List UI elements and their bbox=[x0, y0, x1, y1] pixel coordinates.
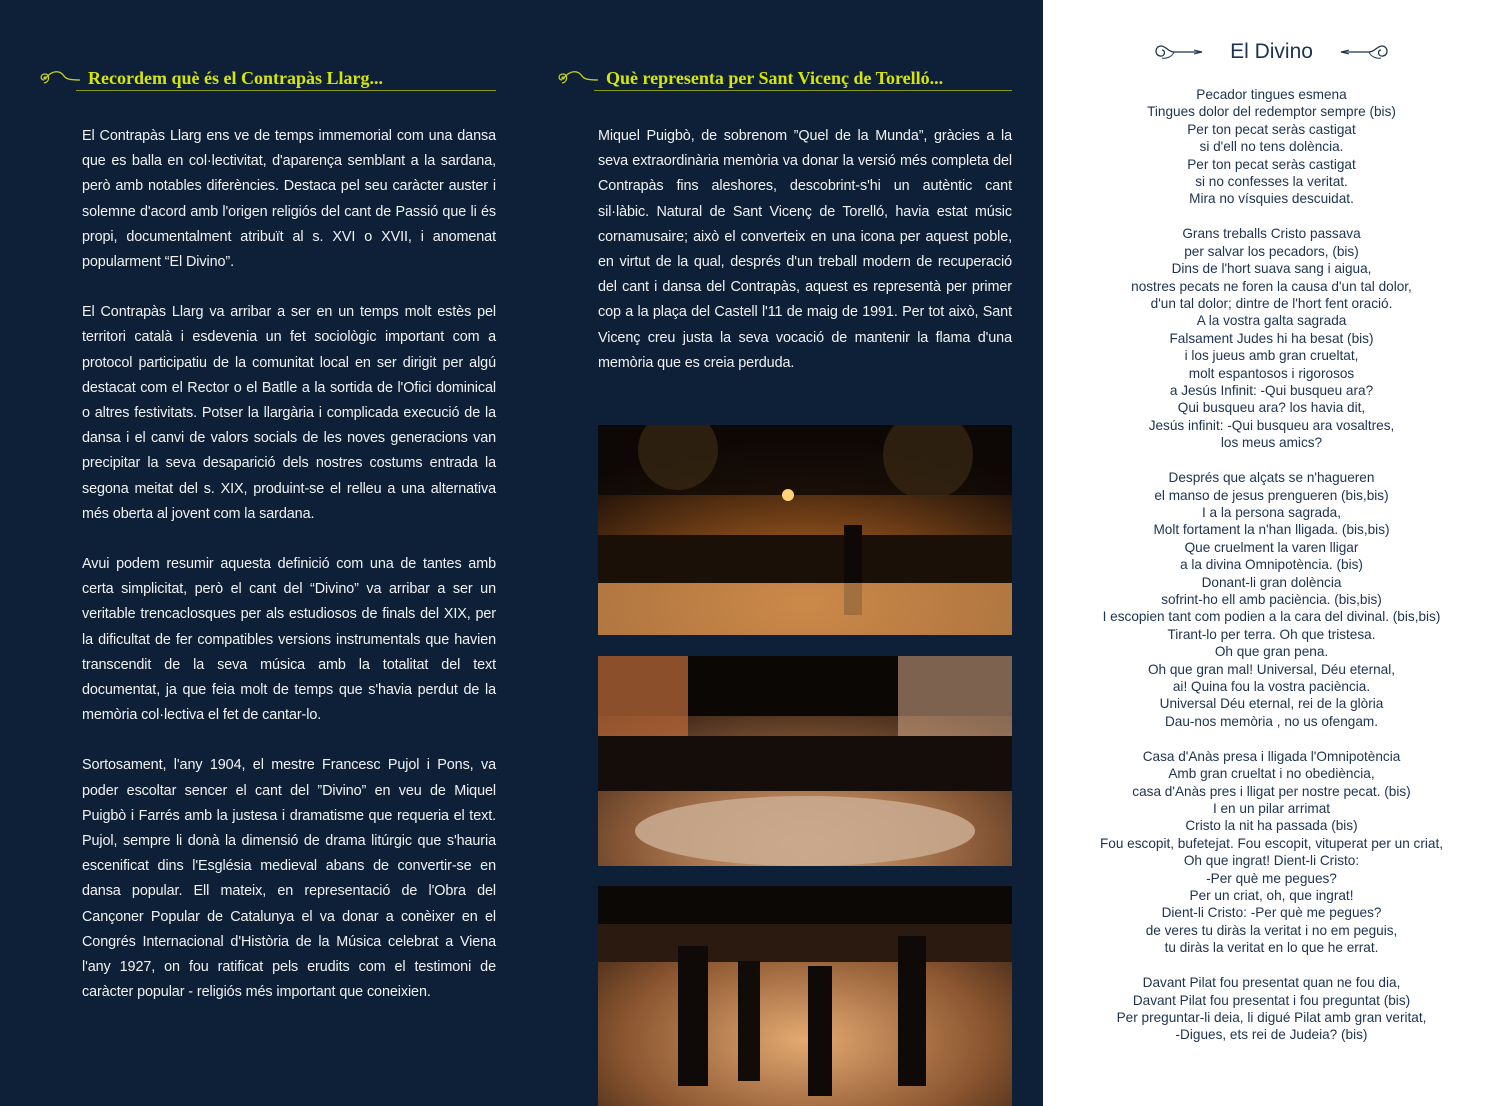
poem-line: Per preguntar-li deia, li digué Pilat amb gran veritat, bbox=[1116, 1009, 1427, 1025]
poem-line: Falsament Judes hi ha besat (bis) bbox=[1169, 330, 1374, 346]
poem-line: si no confesses la veritat. bbox=[1195, 174, 1348, 190]
poem-line: sofrint-ho ell amb paciència. (bis,bis) bbox=[1161, 591, 1382, 607]
poem-line: -Digues, ets rei de Judeia? (bis) bbox=[1175, 1027, 1368, 1043]
poem-line: Dau-nos memòria , no us ofengam. bbox=[1164, 713, 1379, 729]
poem-line: d'un tal dolor; dintre de l'hort fent oració. bbox=[1150, 295, 1393, 311]
poem-text bbox=[1043, 86, 1500, 1061]
poem-stanza bbox=[1043, 86, 1500, 208]
column2-title: Què representa per Sant Vicenç de Torelló... bbox=[606, 68, 944, 88]
poem-line: I escopien tant com podien a la cara del divinal. (bis,bis) bbox=[1102, 609, 1441, 625]
poem-stanza bbox=[1043, 469, 1500, 730]
heading-rule bbox=[76, 90, 496, 91]
poem-line: Per un criat, oh, que ingrat! bbox=[1189, 887, 1354, 903]
poem-line: I en un pilar arrimat bbox=[1212, 800, 1331, 816]
poem-heading bbox=[1043, 40, 1500, 64]
poem-stanza bbox=[1043, 748, 1500, 957]
poem-line: -Per què me pegues? bbox=[1206, 870, 1337, 886]
poem-line: Jesús infinit: -Qui busqueu ara vosaltres, bbox=[1148, 417, 1395, 433]
poem-line: tu diràs la veritat en lo que he errat. bbox=[1164, 940, 1379, 956]
poem-line: Tingues dolor del redemptor sempre (bis) bbox=[1147, 104, 1396, 120]
poem-line: los meus amics? bbox=[1220, 435, 1323, 451]
paragraph: Sortosament, l'any 1904, el mestre Francesc Pujol i Pons, va poder escoltar sencer el cant del ”Divino” en veu de Miquel Puigbò i Farrés amb la justesa i dramatisme que requeria el text. Pujol, sempre li donà la dimensió de drama litúrgic que s'hauria escenificat dins l'Església medieval abans de convertir-se en dansa popular. Ell mateix, en representació de l'Obra del Cançoner Popular de Catalunya el va donar a conèixer en el Congrés Internacional d'Història de la Música celebrat a Viena l'any 1927, on fou ratificat pels erudits com el testimoni de caràcter popular - religiós més important que coneixien. bbox=[82, 757, 496, 1001]
poem-line: Oh que gran pena. bbox=[1214, 644, 1329, 660]
poem-line: Amb gran crueltat i no obediència, bbox=[1168, 766, 1375, 782]
poem-line: el manso de jesus prengueren (bis,bis) bbox=[1154, 487, 1389, 503]
poem-line: Que cruelment la varen lligar bbox=[1184, 539, 1359, 555]
poem-line: per salvar los pecadors, (bis) bbox=[1184, 243, 1359, 259]
poem-line: Per ton pecat seràs castigat bbox=[1187, 156, 1356, 172]
poem-line: a Jesús Infinit: -Qui busqueu ara? bbox=[1169, 383, 1374, 398]
poem-line: si d'ell no tens dolència. bbox=[1199, 139, 1344, 155]
poem-line: A la vostra galta sagrada bbox=[1196, 313, 1347, 329]
poem-line: Dins de l'hort suava sang i aigua, bbox=[1171, 261, 1372, 277]
poem-line: Universal Déu eternal, rei de la glòria bbox=[1159, 696, 1384, 712]
photo-dancers-circle bbox=[598, 886, 1012, 1106]
left-flourish-icon bbox=[1150, 40, 1204, 64]
heading-rule bbox=[594, 90, 1012, 91]
paragraph: El Contrapàs Llarg ens ve de temps immemorial com una dansa que es balla en col·lectivitat, d'aparença semblant a la sardana, però amb notables diferències. Destaca pel seu caràcter auster i solemne d'acord amb l'origen religiós del cant de Passió que li és propi, documentalment atribuït al s. XVI o XVII, i anomenat popularment “El Divino”. bbox=[82, 128, 496, 271]
column2-body bbox=[598, 124, 1012, 401]
poem-line: I a la persona sagrada, bbox=[1201, 504, 1342, 520]
poem-title: El Divino bbox=[1230, 40, 1313, 63]
poem-line: Dient-li Cristo: -Per què me pegues? bbox=[1161, 905, 1382, 921]
poem-line: casa d'Anàs pres i lligat per nostre pecat. (bis) bbox=[1132, 783, 1411, 799]
poem-line: Fou escopit, bufetejat. Fou escopit, vituperat per un criat, bbox=[1099, 835, 1444, 851]
poem-line: Grans treballs Cristo passava bbox=[1182, 226, 1361, 242]
poem-line: Per ton pecat seràs castigat bbox=[1187, 121, 1356, 137]
poem-line: Mira no vísquies descuidat. bbox=[1189, 191, 1354, 207]
photo-choir-circle-street bbox=[598, 656, 1012, 866]
poem-line: Davant Pilat fou presentat i fou preguntat (bis) bbox=[1132, 992, 1411, 1008]
poem-line: Davant Pilat fou presentat quan ne fou dia, bbox=[1142, 975, 1401, 991]
swirl-ornament-icon bbox=[38, 64, 82, 88]
poem-stanza bbox=[1043, 974, 1500, 1044]
right-flourish-icon bbox=[1339, 40, 1393, 64]
poem-line: Pecador tingues esmena bbox=[1196, 87, 1347, 102]
paragraph: Avui podem resumir aquesta definició com una de tantes amb certa simplicitat, però el cant del “Divino” va arribar a ser un veritable trencaclosques per als estudiosos de finals del XIX, per la dificultat de fer compatibles versions instrumentals que havien transcendit de la seva música amb la totalitat del text documentat, ja que feia molt de temps que s'havia perdut de la memòria col·lectiva el fet de cantar-lo. bbox=[82, 556, 496, 724]
column1-title: Recordem què és el Contrapàs Llarg... bbox=[88, 68, 383, 88]
poem-stanza bbox=[1043, 225, 1500, 451]
column1-heading bbox=[38, 64, 496, 88]
photo-choir-night-square bbox=[598, 425, 1012, 635]
paragraph: Miquel Puigbò, de sobrenom ”Quel de la Munda”, gràcies a la seva extraordinària memòria va donar la versió més completa del Contrapàs fins aleshores, descobrint-s'hi un autèntic cant sil·làbic. Natural de Sant Vicenç de Torelló, havia estat músic cornamusaire; això el converteix en una icona per aquest poble, en virtut de la qual, després d'un treball modern de recuperació del cant i dansa del Contrapàs, aquest es representà per primer cop a la plaça del Castell l'11 de maig de 1991. Per tot això, Sant Vicenç creu justa la seva vocació de mantenir la flama d'una memòria que es creia perduda. bbox=[598, 128, 1012, 371]
poem-line: Qui busqueu ara? los havia dit, bbox=[1177, 400, 1366, 416]
poem-line: Després que alçats se n'hagueren bbox=[1168, 470, 1375, 486]
poem-line: Molt fortament la n'han lligada. (bis,bis) bbox=[1153, 522, 1390, 538]
poem-line: molt espantosos i rigorosos bbox=[1188, 365, 1355, 381]
poem-line: de veres tu diràs la veritat i no em peguis, bbox=[1145, 922, 1398, 938]
paragraph: El Contrapàs Llarg va arribar a ser en un temps molt estès pel territori català i esdevenia un fet sociològic important com a protocol participatiu de la comunitat local en ser dirigit per algú destacat com el Rector o el Batlle a la sortida de l'Ofici dominical o altres festivitats. Potser la llargària i complicada execució de la dansa i el canvi de valors socials de les noves generacions van precipitar la seva desaparició dels nostres costums entrada la segona meitat del s. XIX, produint-se el relleu a una alternativa més oberta al jovent com la sardana. bbox=[82, 304, 496, 522]
poem-line: Donant-li gran dolència bbox=[1201, 574, 1342, 590]
column1-body bbox=[82, 124, 496, 1031]
poem-line: i los jueus amb gran crueltat, bbox=[1184, 348, 1359, 364]
poem-line: Oh que gran mal! Universal, Déu eternal, bbox=[1147, 661, 1396, 677]
poem-line: a la divina Omnipotència. (bis) bbox=[1180, 557, 1363, 573]
poem-line: Oh que ingrat! Dient-li Cristo: bbox=[1183, 853, 1360, 869]
poem-line: Cristo la nit ha passada (bis) bbox=[1185, 818, 1358, 834]
poem-line: Tirant-lo per terra. Oh que tristesa. bbox=[1167, 626, 1376, 642]
poem-line: nostres pecats ne foren la causa d'un tal dolor, bbox=[1131, 278, 1412, 294]
poem-line: Casa d'Anàs presa i lligada l'Omnipotència bbox=[1142, 748, 1401, 764]
swirl-ornament-icon bbox=[556, 64, 600, 88]
column2-heading bbox=[556, 64, 1012, 88]
poem-line: ai! Quina fou la vostra paciència. bbox=[1172, 679, 1371, 694]
